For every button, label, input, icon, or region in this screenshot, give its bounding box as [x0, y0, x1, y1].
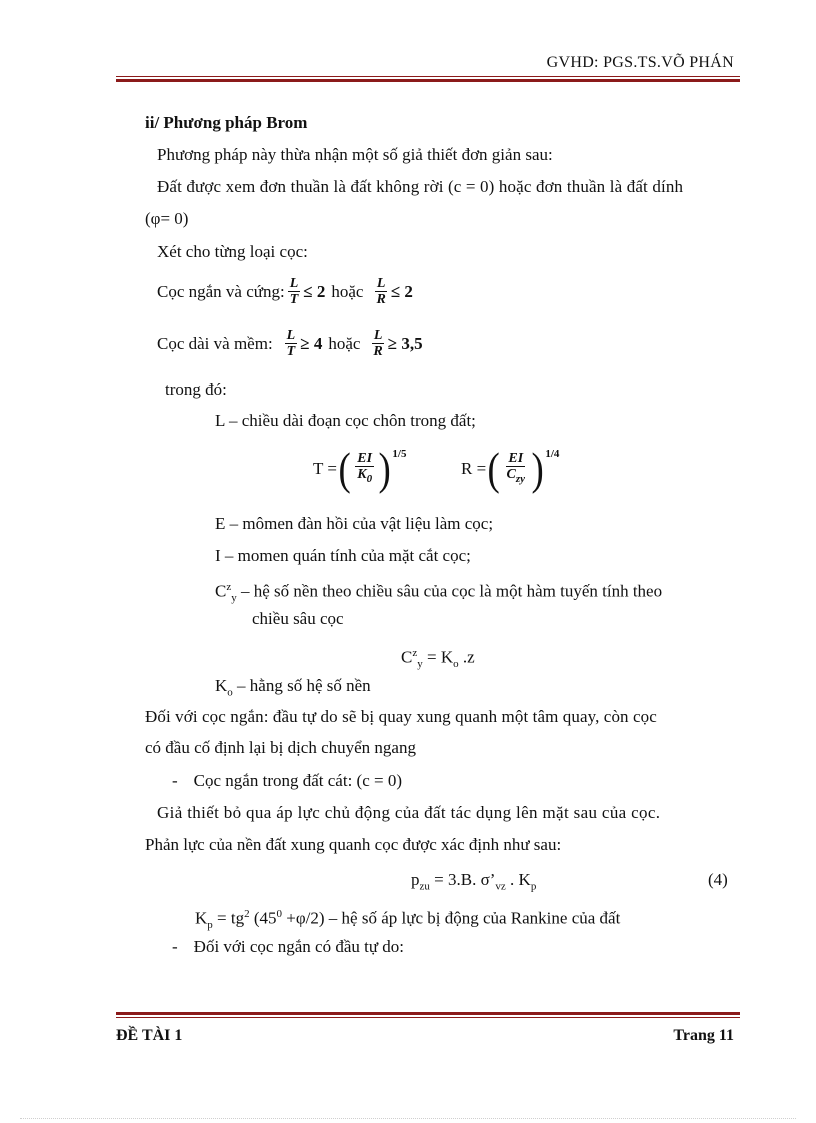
ratio-L-T: $\frac{L}{T}$ [286, 328, 296, 359]
short-cond-1: ≤ 2 [303, 281, 326, 301]
paragraph-line: Giả thiết bỏ qua áp lực chủ động của đất tác dụng lên mặt sau của cọc. [157, 803, 661, 822]
definition-C-cont: chiều sâu cọc [252, 609, 344, 628]
definition-C: $C^z_y$ – hệ số nền theo chiều sâu của cọc là một hàm tuyến tính theo [215, 581, 663, 605]
paragraph-line: có đầu cố định lại bị dịch chuyển ngang [145, 738, 416, 757]
formula-T-lhs: T = [313, 459, 337, 478]
definition-K: $K_o$ – hằng số hệ số nền [215, 676, 371, 699]
paren-left: ( [487, 443, 500, 494]
ratio-L-R: $\frac{L}{R}$ [376, 276, 386, 307]
exponent-R: 1/4 [545, 448, 560, 460]
definition-E: E – mômen đàn hồi của vật liệu làm cọc; [215, 514, 494, 533]
formula-R-lhs: R = [461, 459, 487, 478]
formula-T [313, 443, 407, 494]
long-pile-condition [157, 328, 423, 359]
where-label: trong đó: [165, 380, 227, 399]
short-pile-condition [157, 276, 413, 307]
bullet-item: - Đối với cọc ngắn có đầu tự do: [172, 937, 405, 956]
exponent-T: 1/5 [392, 448, 407, 460]
fraction-EI-K0: $\frac{EI}{K_0}$ [357, 451, 373, 485]
footer-topic: ĐỀ TÀI 1 [116, 1027, 183, 1044]
paragraph-line: (φ= 0) [145, 209, 189, 228]
paren-right: ) [378, 443, 391, 494]
ratio-L-T: $\frac{L}{T}$ [289, 276, 299, 307]
or-text: hoặc [328, 333, 361, 353]
types-intro: Xét cho từng loại cọc: [157, 242, 308, 261]
header-rule-thin [116, 76, 740, 77]
kp-definition: $K_p = tg^2$ $(45^0 +\varphi/2)$ – hệ số áp lực bị động của Rankine của đất [195, 908, 621, 932]
footer-rule-thick [116, 1012, 740, 1015]
page-edge-dotted-line [20, 1118, 796, 1119]
equation-C: $C^z_y = K_o$ .z [401, 647, 475, 671]
paragraph-line: Phản lực của nền đất xung quanh cọc được xác định như sau: [145, 835, 562, 854]
long-cond-2: ≥ 3,5 [387, 333, 423, 353]
equation-4: $p_{zu} = 3.B$. $\sigma’_{vz}$ . $K_p$ [411, 870, 537, 893]
footer-rule-thin [116, 1017, 740, 1018]
intro-text: Phương pháp này thừa nhận một số giả thiết đơn giản sau: [157, 145, 553, 164]
header-rule-thick [116, 79, 740, 82]
footer-page-number: Trang 11 [673, 1027, 734, 1044]
or-text: hoặc [331, 281, 364, 301]
short-cond-2: ≤ 2 [390, 281, 413, 301]
long-pile-label: Cọc dài và mềm: [157, 333, 273, 353]
definition-L: L – chiều dài đoạn cọc chôn trong đất; [215, 411, 476, 430]
bullet-item: - Cọc ngắn trong đất cát: (c = 0) [172, 771, 402, 790]
header-supervisor: GVHD: PGS.TS.VÕ PHÁN [546, 54, 734, 71]
paragraph-line: Đất được xem đơn thuần là đất không rời (c = 0) hoặc đơn thuần là đất dính [157, 177, 684, 196]
section-title: ii/ Phương pháp Brom [145, 113, 308, 132]
equation-number: (4) [708, 870, 728, 889]
paren-left: ( [338, 443, 351, 494]
fraction-EI-Czy: $\frac{EI}{C_{zy}}$ [506, 451, 526, 485]
long-cond-1: ≥ 4 [300, 333, 323, 353]
ratio-L-R: $\frac{L}{R}$ [373, 328, 383, 359]
short-pile-label: Cọc ngắn và cứng: [157, 281, 285, 301]
paragraph-line: Đối với cọc ngắn: đầu tự do sẽ bị quay xung quanh một tâm quay, còn cọc [145, 707, 657, 726]
formula-R [461, 443, 560, 494]
definition-I: I – momen quán tính của mặt cắt cọc; [215, 546, 471, 565]
paren-right: ) [531, 443, 544, 494]
